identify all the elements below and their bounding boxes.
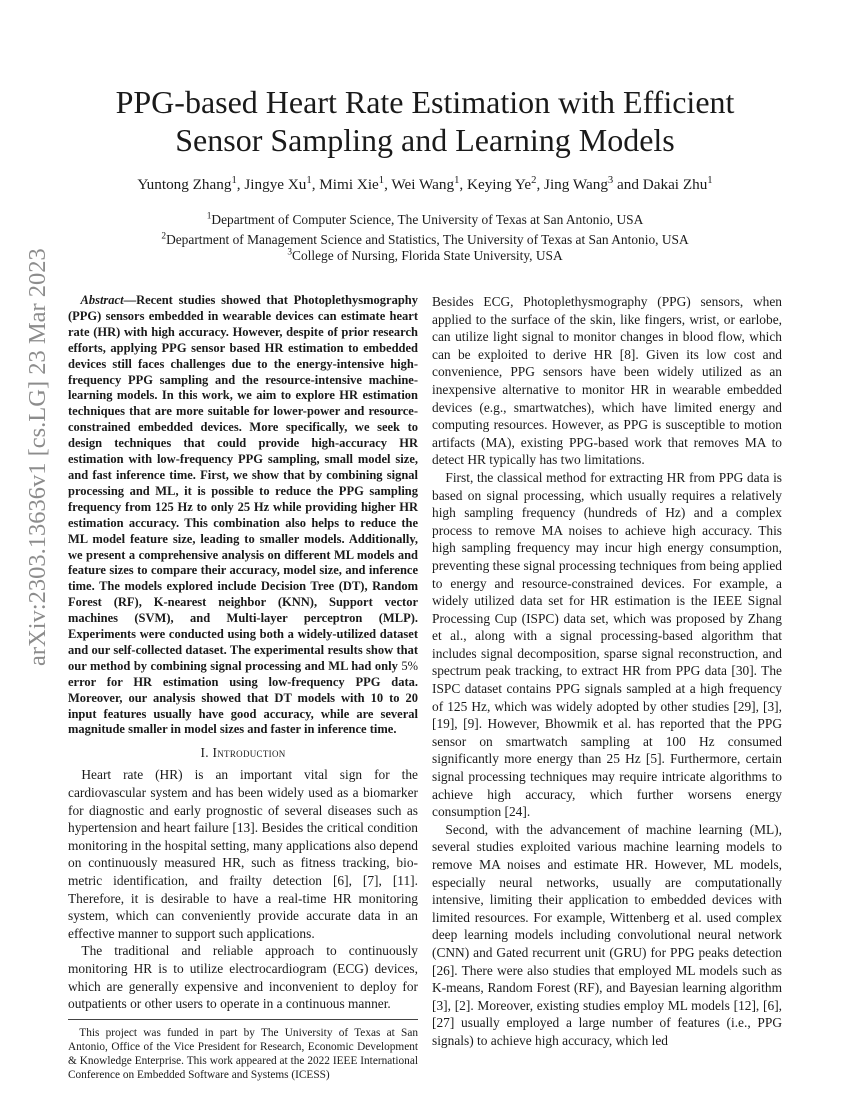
- author-affiliation-sup: 1: [231, 174, 237, 186]
- affiliation-3: [60, 247, 790, 265]
- abstract-label: Abstract: [80, 293, 124, 307]
- affiliation-3-sup: 3: [287, 247, 293, 258]
- affiliation-1-sup: 1: [206, 211, 212, 222]
- body-paragraph-2: First, the classical method for extracting HR from PPG data is based on signal processing, which usually requires a relatively high sampling frequency (hundreds of Hz) and a complex process to remove MA noises to achieve high accuracy. This high sampling frequency may incur high energy consumption, preventing these signal processing techniques from being applied to energy and resource-constrained devices. For example, a widely utilized data set for HR estimation is the IEEE Signal Processing Cup (ISPC) data set, which was proposed by Zhang et al., along with a signal processing-based algorithm that includes signal decomposition, sparse signal reconstruction, and spectrum peak tracking, to extract HR from PPG data [30]. The ISPC dataset contains PPG signals sampled at a high frequency of 125 Hz, which was widely adopted by other studies [29], [3], [19], [9]. However, Bhowmik et al. has reported that the PPG sensor on smartwatch sampling at 100 Hz consumed significantly more energy than 25 Hz [5]. Furthermore, certain signal processing techniques may require intricate algorithms to achieve high accuracy, which further worsens energy consumption [24].: [432, 469, 782, 820]
- affiliation-2-sup: 2: [161, 231, 167, 242]
- affiliation-1-text: Department of Computer Science, The University of Texas at San Antonio, USA: [211, 212, 644, 227]
- author-name: Yuntong Zhang: [137, 176, 232, 193]
- author-affiliation-sup: 1: [306, 174, 312, 186]
- author-name: Jing Wang: [544, 176, 608, 193]
- intro-paragraph-1: Heart rate (HR) is an important vital sign for the cardiovascular system and has been widely used as a biomarker for diagnostic and early prognostic of several diseases such as hypertension and heart failure [13]. Besides the critical condition monitoring in the hospital setting, many applications also depend on continuously measured HR, such as fitness tracking, bio-metric identification, and frailty detection [6], [7], [11]. Therefore, it is desirable to have a real-time HR monitoring system, which can conveniently provide accurate data in an effective manner to support such applications.: [68, 767, 418, 941]
- left-column: [68, 293, 418, 1082]
- author-name: Keying Ye: [466, 176, 532, 193]
- section-heading-introduction: I. Introduction: [200, 745, 286, 761]
- author-affiliation-sup: 1: [707, 174, 713, 186]
- abstract: [68, 293, 418, 738]
- funding-footnote: This project was funded in part by The University of Texas at San Antonio, Office of the Vice President for Research, Economic Development & Knowledge Enterprise. This work appeared at the 2022 IEEE International Conference on Embedded Software and Systems (ICESS): [68, 1019, 418, 1082]
- affiliation-2-text: Department of Management Science and Statistics, The University of Texas at San Antonio, USA: [166, 232, 689, 247]
- author-affiliation-sup: 2: [531, 174, 537, 186]
- body-paragraph-3: Second, with the advancement of machine learning (ML), several studies exploited various machine learning models to remove MA noises and estimate HR. However, ML models, especially neural networks, usually are computationally intensive, limiting their application to embedded devices with limited resources. For example, Wittenberg et al. used complex deep learning models including convolutional neural network (CNN) and Gated recurrent unit (GRU) for PPG peaks detection [26]. There were also studies that employed ML models such as K-means, Random Forest (RF), and Bayesian learning algorithm [3], [2]. Moreover, existing studies employ ML models [12], [6], [27] usually employed a large number of features (i.e., PPG signals) to achieve high accuracy, which led: [432, 821, 782, 1048]
- intro-paragraph-2: The traditional and reliable approach to continuously monitoring HR is to utilize electrocardiogram (ECG) devices, which are generally expensive and inconvenient to deploy for outpatients or other users to operate in a continuous manner.: [68, 943, 418, 1012]
- author-name: Jingye Xu: [244, 176, 307, 193]
- body-paragraph-1: Besides ECG, Photoplethysmography (PPG) sensors, when applied to the surface of the skin, like fingers, wrist, or earlobe, can utilize light signal to monitor changes in blood flow, which can be exploited to derive HR [8]. Given its low cost and convenience, PPG sensors have been widely utilized as an inexpensive alternative to monitor HR in wearable embedded devices (e.g., smartwatches), which have limited energy and computing resources. However, as PPG is susceptible to motion artifacts (MA), existing PPG-based work that removes MA to detect HR typically has two limitations.: [432, 294, 782, 468]
- arxiv-sidebar-stamp: arXiv:2303.13636v1 [cs.LG] 23 Mar 2023: [24, 248, 51, 666]
- author-name: Wei Wang: [391, 176, 455, 193]
- right-column: [432, 293, 782, 1050]
- title-line-1: PPG-based Heart Rate Estimation with Efficient: [115, 84, 735, 120]
- author-affiliation-sup: 3: [607, 174, 614, 186]
- author-affiliation-sup: 1: [378, 174, 385, 186]
- affiliation-3-text: College of Nursing, Florida State University, USA: [292, 248, 563, 263]
- abstract-text: —Recent studies showed that Photoplethysmography (PPG) sensors embedded in wearable devices can estimate heart rate (HR) with high accuracy. However, despite of prior research efforts, applying PPG sensor based HR estimation to embedded devices still faces challenges due to the energy-intensive high-frequency PPG sampling and the resource-intensive machine-learning models. In this work, we aim to explore HR estimation techniques that are more suitable for lower-power and resource-constrained embedded devices. More specifically, we seek to design techniques that could provide high-accuracy HR estimation with low-frequency PPG sampling, small model size, and fast inference time. First, we show that by combining signal processing and ML, it is possible to reduce the PPG sampling frequency from 125 Hz to only 25 Hz while providing higher HR estimation accuracy. This combination also helps to reduce the ML model feature size, leading to smaller models. Additionally, we present a comprehensive analysis on different ML models and feature sizes to compare their accuracy, model size, and inference time. The models explored include Decision Tree (DT), Random Forest (RF), K-nearest neighbor (KNN), Support vector machines (SVM), and Multi-layer perceptron (MLP). Experiments were conducted using both a widely-utilized dataset and our self-collected dataset. The experimental results show that our method by combining signal processing and ML had only: [68, 293, 418, 673]
- paper-title: [60, 83, 790, 159]
- abstract-math: 5%: [401, 658, 418, 673]
- affiliation-1: [60, 211, 790, 229]
- title-line-2: Sensor Sampling and Learning Models: [175, 122, 675, 158]
- author-list: Yuntong Zhang$^1$, Jingye Xu$^1$, Mimi Xie$^1$, Wei Wang$^1$, Keying Ye$^2$, Jing Wang$^3$ and Dakai Zhu$^1$: [137, 174, 713, 193]
- author-name: Mimi Xie: [319, 176, 379, 193]
- author-affiliation-sup: 1: [454, 174, 460, 186]
- author-name: Dakai Zhu: [642, 176, 708, 193]
- abstract-tail: error for HR estimation using low-frequency PPG data. Moreover, our analysis showed that DT models with 10 to 20 input features usually have good accuracy, while are several magnitude smaller in model sizes and faster in inference time.: [68, 674, 418, 737]
